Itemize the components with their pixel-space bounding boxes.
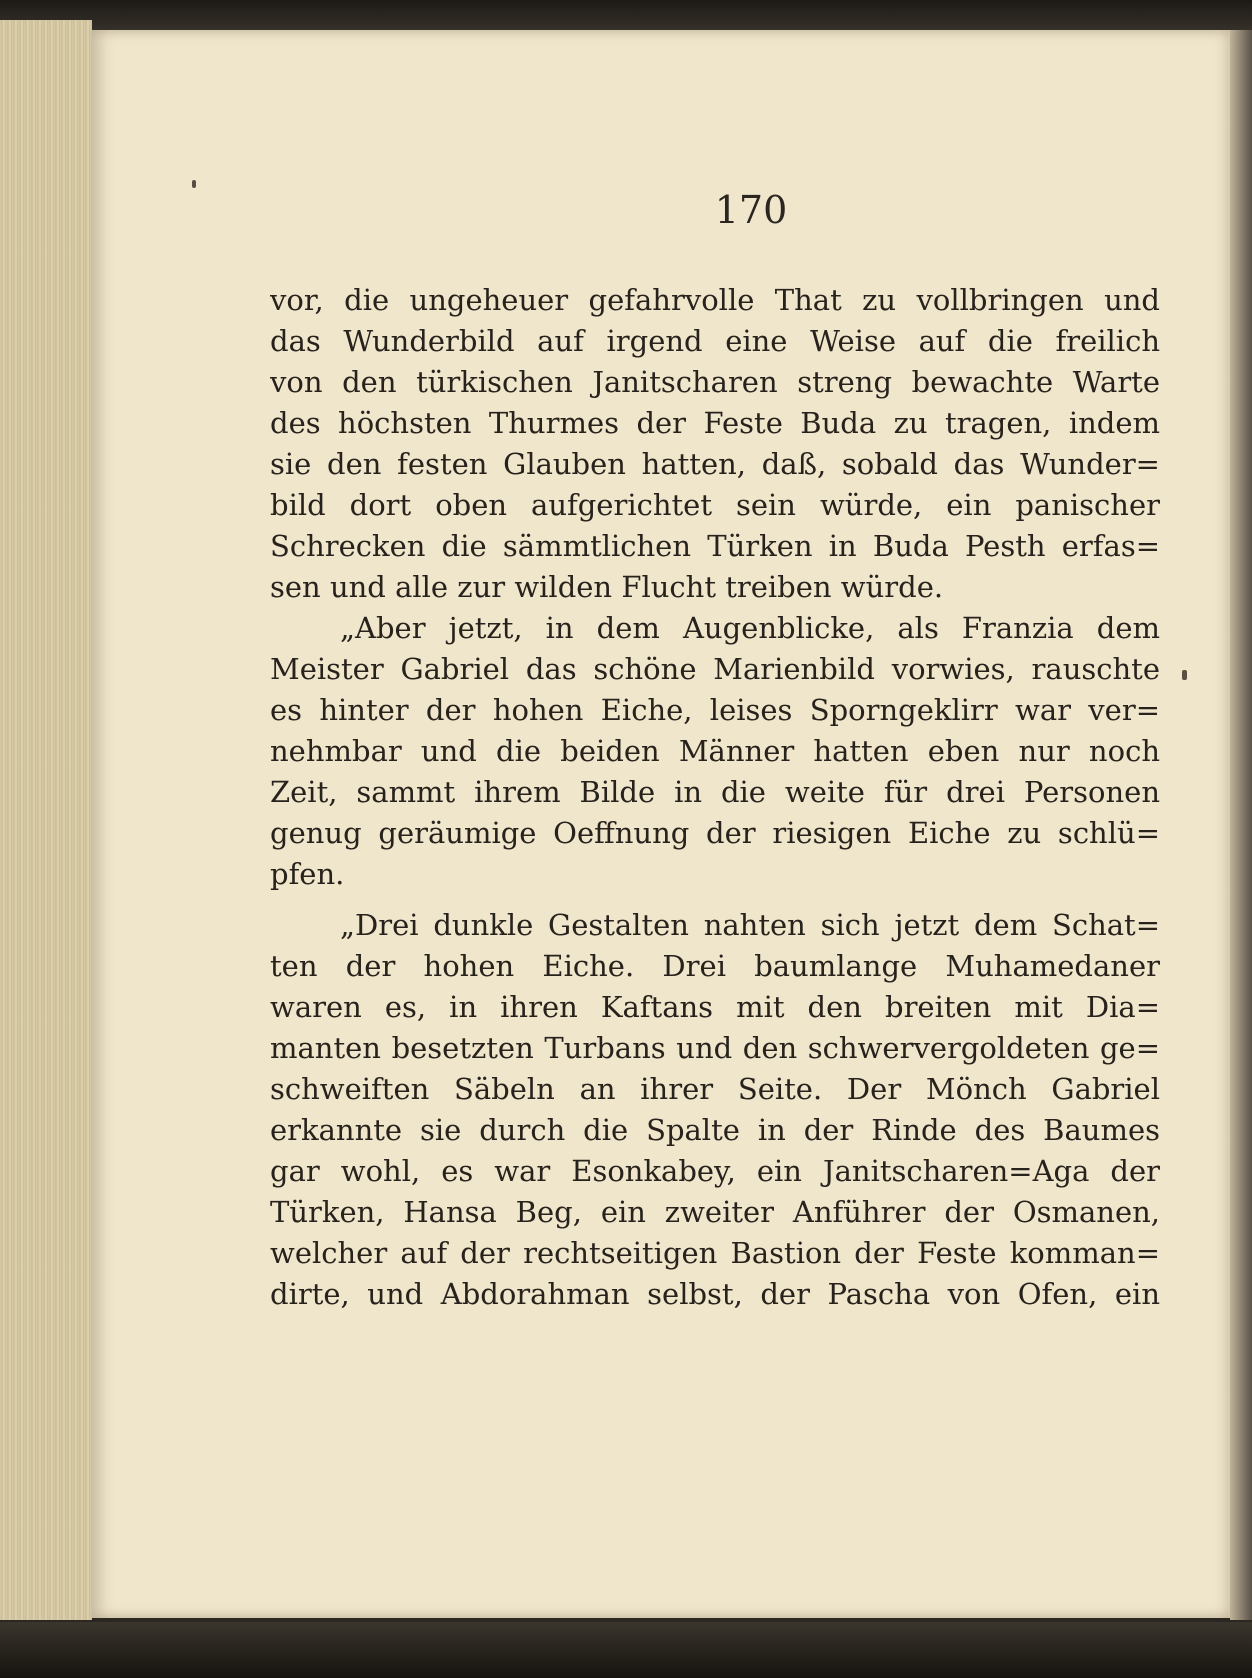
text-line: Zeit, sammt ihrem Bilde in die weite für drei Personen: [270, 775, 1160, 809]
text-line: vor, die ungeheuer gefahrvolle That zu vollbringen und: [270, 283, 1160, 317]
text-line: manten besetzten Turbans und den schwervergoldeten ge=: [270, 1031, 1160, 1065]
text-line: ten der hohen Eiche. Drei baumlange Muhamedaner: [270, 949, 1160, 983]
page-number: 170: [714, 188, 788, 232]
text-line: sie den festen Glauben hatten, daß, sobald das Wunder=: [270, 447, 1160, 481]
speck: [192, 180, 196, 188]
text-line: schweiften Säbeln an ihrer Seite. Der Mönch Gabriel: [270, 1072, 1160, 1106]
text-line: bild dort oben aufgerichtet sein würde, ein panischer: [270, 488, 1160, 522]
paragraph-2: [270, 608, 1160, 895]
text-line: waren es, in ihren Kaftans mit den breiten mit Dia=: [270, 990, 1160, 1024]
text-line: sen und alle zur wilden Flucht treiben würde.: [270, 570, 944, 604]
text-line: Schrecken die sämmtlichen Türken in Buda Pesth erfas=: [270, 529, 1160, 563]
text-line: von den türkischen Janitscharen streng bewachte Warte: [270, 365, 1160, 399]
text-line: pfen.: [270, 857, 345, 891]
paragraph-3: [270, 905, 1160, 1315]
text-line: es hinter der hohen Eiche, leises Sporngeklirr war ver=: [270, 693, 1160, 727]
right-binding-edge: [1230, 30, 1252, 1620]
text-line: genug geräumige Oeffnung der riesigen Eiche zu schlü=: [270, 816, 1160, 850]
text-line: erkannte sie durch die Spalte in der Rinde des Baumes: [270, 1113, 1160, 1147]
page-paper: [92, 30, 1230, 1618]
text-line: Meister Gabriel das schöne Marienbild vorwies, rauschte: [270, 652, 1160, 686]
bottom-shadow: [0, 1622, 1252, 1678]
text-line: dirte, und Abdorahman selbst, der Pascha von Ofen, ein: [270, 1277, 1160, 1311]
text-line: Türken, Hansa Beg, ein zweiter Anführer der Osmanen,: [270, 1195, 1160, 1229]
speck: [1182, 670, 1187, 680]
text-line: nehmbar und die beiden Männer hatten eben nur noch: [270, 734, 1160, 768]
text-line: des höchsten Thurmes der Feste Buda zu tragen, indem: [270, 406, 1160, 440]
paragraph-1: [270, 280, 1160, 608]
text-line: gar wohl, es war Esonkabey, ein Janitscharen=Aga der: [270, 1154, 1160, 1188]
page-edges: [0, 20, 92, 1620]
text-line: „Drei dunkle Gestalten nahten sich jetzt dem Schat=: [340, 908, 1160, 942]
text-line: welcher auf der rechtseitigen Bastion der Feste komman=: [270, 1236, 1160, 1270]
text-line: „Aber jetzt, in dem Augenblicke, als Franzia dem: [340, 611, 1160, 645]
body-text: [270, 280, 1160, 1315]
text-line: das Wunderbild auf irgend eine Weise auf die freilich: [270, 324, 1160, 358]
